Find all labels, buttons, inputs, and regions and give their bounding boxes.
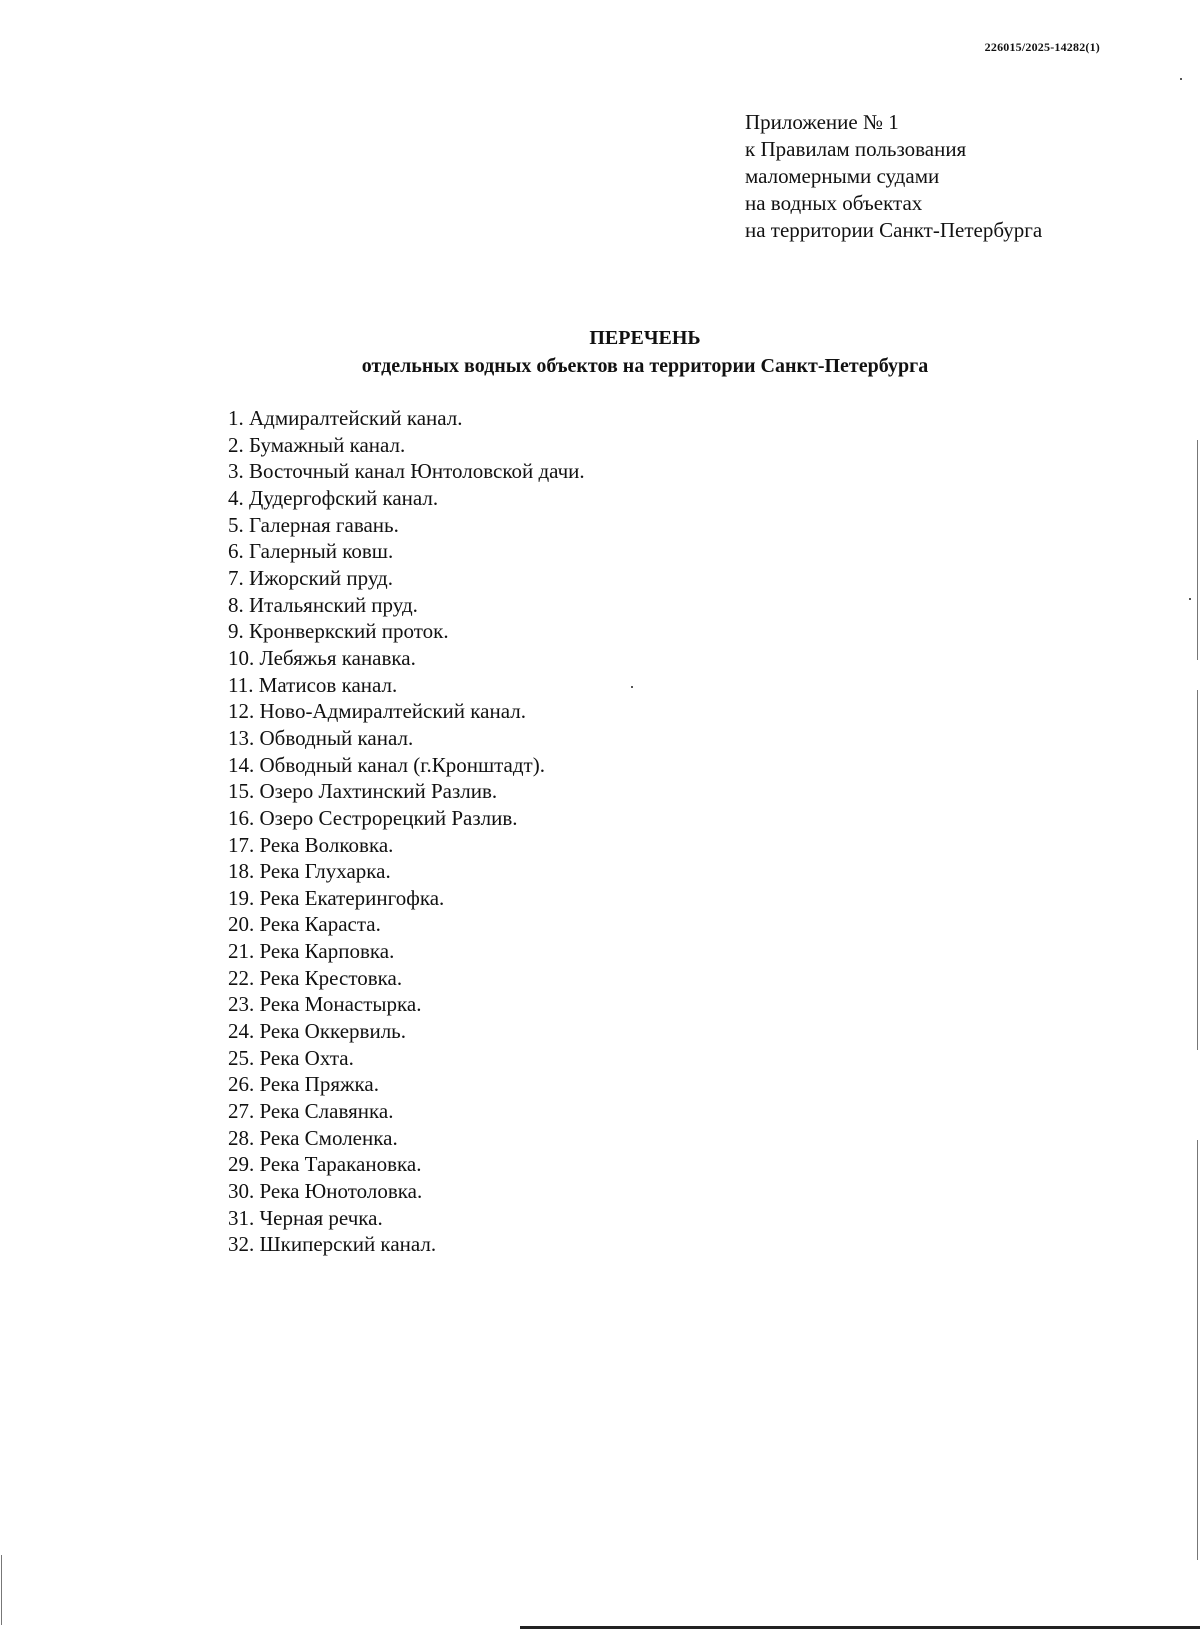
list-item-number: 22. (228, 965, 255, 990)
list-item-name: Ижорский пруд. (249, 565, 393, 590)
list-item (228, 991, 585, 1018)
document-title: ПЕРЕЧЕНЬ (589, 327, 701, 349)
list-item-name: Черная речка. (259, 1205, 383, 1230)
list-item-number: 3. (228, 459, 244, 484)
scan-speck (1189, 598, 1191, 600)
list-item-name: Обводный канал. (259, 725, 414, 750)
list-item (228, 485, 585, 512)
list-item-number: 24. (228, 1019, 255, 1044)
list-item-name: Река Екатерингофка. (259, 885, 445, 910)
list-item-name: Восточный канал Юнтоловской дачи. (249, 459, 585, 484)
list-item (228, 672, 585, 699)
list-item (228, 538, 585, 565)
list-item-number: 31. (228, 1205, 255, 1230)
list-item-number: 26. (228, 1072, 255, 1097)
list-item-name: Река Юнотоловка. (259, 1179, 423, 1204)
scan-speck (631, 686, 633, 688)
list-item-number: 11. (228, 672, 254, 697)
list-item-number: 2. (228, 432, 244, 457)
list-item-number: 32. (228, 1232, 255, 1257)
list-item-number: 16. (228, 805, 255, 830)
list-item (228, 618, 585, 645)
list-item-number: 13. (228, 725, 255, 750)
list-item-name: Река Пряжка. (259, 1072, 379, 1097)
list-item (228, 592, 585, 619)
list-item (228, 645, 585, 672)
list-item-name: Кронверкский проток. (249, 619, 449, 644)
list-item (228, 1231, 585, 1258)
list-item-name: Река Волковка. (259, 832, 394, 857)
list-item-number: 4. (228, 485, 244, 510)
list-item-number: 15. (228, 779, 255, 804)
list-item (228, 1018, 585, 1045)
list-item-number: 29. (228, 1152, 255, 1177)
list-item-number: 27. (228, 1099, 255, 1124)
list-item-name: Река Смоленка. (259, 1125, 398, 1150)
list-item-name: Матисов канал. (258, 672, 398, 697)
list-item-name: Галерный ковш. (249, 539, 394, 564)
list-item-name: Галерная гавань. (249, 512, 399, 537)
list-item (228, 725, 585, 752)
list-item-number: 23. (228, 992, 255, 1017)
scan-edge-line (1197, 690, 1198, 1050)
list-item (228, 1151, 585, 1178)
list-item (228, 1045, 585, 1072)
list-item-name: Озеро Лахтинский Разлив. (259, 779, 498, 804)
list-item (228, 1098, 585, 1125)
water-objects-list (228, 405, 585, 1258)
list-item-name: Река Монастырка. (259, 992, 422, 1017)
document-subtitle: отдельных водных объектов на территории Санкт-Петербурга (361, 355, 929, 377)
list-item-number: 18. (228, 859, 255, 884)
scan-edge-line (1197, 1140, 1198, 1560)
list-item-name: Река Карповка. (259, 939, 395, 964)
list-item-number: 19. (228, 885, 255, 910)
list-item-number: 17. (228, 832, 255, 857)
list-item-name: Обводный канал (г.Кронштадт). (259, 752, 545, 777)
list-item (228, 752, 585, 779)
list-item-number: 20. (228, 912, 255, 937)
list-item-name: Река Караста. (259, 912, 381, 937)
list-item (228, 1125, 585, 1152)
list-item-name: Бумажный канал. (249, 432, 406, 457)
list-item (228, 911, 585, 938)
list-item-name: Река Глухарка. (259, 859, 391, 884)
list-item-number: 14. (228, 752, 255, 777)
list-item (228, 965, 585, 992)
registration-number: 226015/2025-14282(1) (984, 40, 1100, 54)
list-item-number: 25. (228, 1045, 255, 1070)
list-item-number: 21. (228, 939, 255, 964)
list-item (228, 512, 585, 539)
list-item-name: Итальянский пруд. (249, 592, 418, 617)
list-item-number: 5. (228, 512, 244, 537)
list-item-name: Дудергофский канал. (249, 485, 439, 510)
list-item (228, 565, 585, 592)
scan-speck (1180, 78, 1182, 80)
list-item-name: Лебяжья канавка. (259, 645, 416, 670)
list-item (228, 405, 585, 432)
list-item-name: Адмиралтейский канал. (249, 406, 463, 430)
list-item (228, 1178, 585, 1205)
list-item-number: 7. (228, 565, 244, 590)
list-item (228, 938, 585, 965)
list-item-name: Река Охта. (259, 1045, 354, 1070)
list-item-name: Река Крестовка. (259, 965, 403, 990)
list-item-name: Шкиперский канал. (259, 1232, 437, 1257)
list-item-number: 10. (228, 645, 255, 670)
list-item-name: Река Таракановка. (259, 1152, 422, 1177)
appendix-line: на водных объектах (745, 191, 923, 215)
list-item-number: 9. (228, 619, 244, 644)
list-item (228, 1071, 585, 1098)
list-item-number: 6. (228, 539, 244, 564)
list-item (228, 1205, 585, 1232)
list-item (228, 698, 585, 725)
list-item-name: Озеро Сестрорецкий Разлив. (259, 805, 518, 830)
list-item-name: Ново-Адмиралтейский канал. (259, 699, 526, 724)
scan-edge-line (1, 1555, 2, 1625)
appendix-line: маломерными судами (745, 164, 940, 188)
list-item-name: Река Славянка. (259, 1099, 394, 1124)
list-item-number: 1. (228, 406, 244, 430)
list-item-number: 12. (228, 699, 255, 724)
list-item (228, 432, 585, 459)
list-item-number: 28. (228, 1125, 255, 1150)
list-item (228, 858, 585, 885)
document-heading (90, 324, 1200, 380)
scan-edge-line (1197, 440, 1198, 660)
list-item (228, 805, 585, 832)
list-item (228, 885, 585, 912)
list-item (228, 458, 585, 485)
appendix-line: Приложение № 1 (745, 110, 899, 134)
list-item (228, 778, 585, 805)
appendix-line: на территории Санкт-Петербурга (745, 218, 1043, 242)
list-item (228, 832, 585, 859)
list-item-number: 8. (228, 592, 244, 617)
list-item-name: Река Оккервиль. (259, 1019, 407, 1044)
appendix-block (745, 109, 1042, 244)
list-item-number: 30. (228, 1179, 255, 1204)
appendix-line: к Правилам пользования (745, 137, 967, 161)
